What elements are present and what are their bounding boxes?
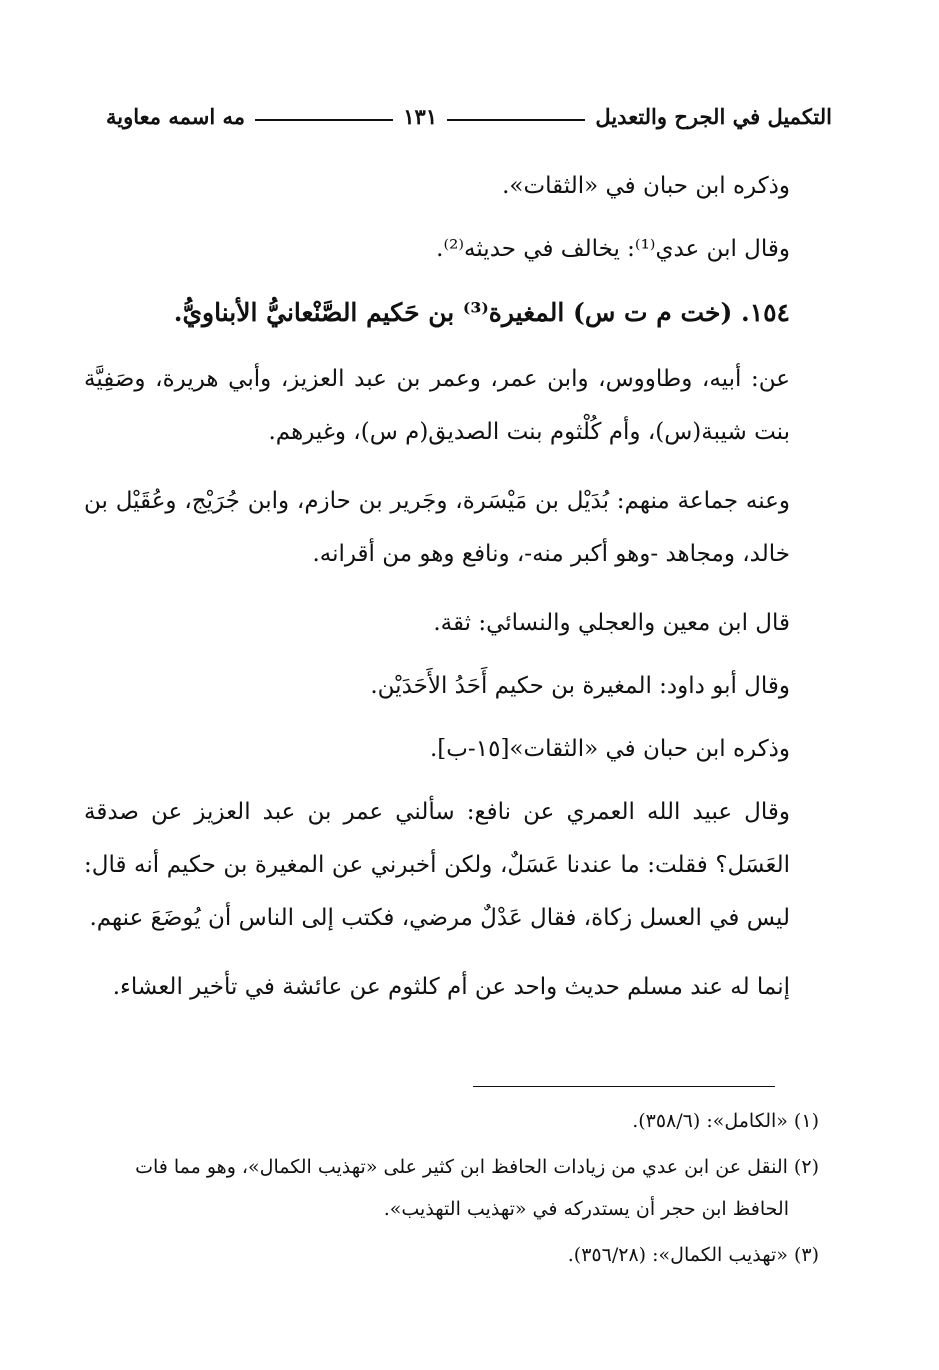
- paragraph: إنما له عند مسلم حديث واحد عن أم كلثوم عن عائشة في تأخير العشاء.: [112, 974, 790, 1000]
- footnote: (١) «الكامل»: (٣٥٨/٦).: [632, 1110, 819, 1132]
- footnote: (٢) النقل عن ابن عدي من زيادات الحافظ ابن كثير على «تهذيب الكمال»، وهو مما فات: [135, 1156, 819, 1178]
- main-text: [84, 160, 810, 1030]
- footnote: (٣) «تهذيب الكمال»: (٣٥٦/٢٨).: [567, 1244, 819, 1266]
- paragraph: وقال ابن عدي⁽¹⁾: يخالف في حديثه⁽²⁾.: [436, 236, 790, 262]
- header-book-title: التكميل في الجرح والتعديل: [595, 103, 832, 129]
- header-rule-left: [255, 119, 393, 121]
- paragraph: وذكره ابن حبان في «الثقات»[١٥-ب].: [430, 736, 790, 762]
- footnote-continuation: الحافظ ابن حجر أن يستدركه في «تهذيب التهذيب».: [383, 1198, 789, 1220]
- footnotes: [84, 1102, 819, 1282]
- entry-heading: ١٥٤. (خت م ت س) المغيرة⁽³⁾ بن حَكيم الصَّنْعانيُّ الأبناويُّ.: [173, 298, 790, 327]
- paragraph: وعنه جماعة منهم: بُدَيْل بن مَيْسَرة، وجَرير بن حازم، وابن جُرَيْج، وعُقَيْل بن خالد، ومجاهد -وهو أكبر منه-، ونافع وهو من أقرانه.: [84, 488, 790, 567]
- header-rule-right: [447, 119, 585, 121]
- footnote-separator: [473, 1086, 775, 1087]
- paragraph: عن: أبيه، وطاووس، وابن عمر، وعمر بن عبد العزيز، وأبي هريرة، وصَفِيَّة بنت شيبة(س)، وأم كُلْثوم بنت الصديق(م س)، وغيرهم.: [84, 366, 790, 445]
- paragraph: وذكره ابن حبان في «الثقات».: [502, 173, 790, 199]
- paragraph: وقال عبيد الله العمري عن نافع: سألني عمر بن عبد العزيز عن صدقة العَسَل؟ فقلت: ما عندنا عَسَلٌ، ولكن أخبرني عن المغيرة بن حكيم أنه قال: ليس في العسل زكاة، فقال عَدْلٌ مرضي، فكتب إلى الناس أن يُوضَعَ عنهم.: [84, 799, 790, 931]
- header-section-title: مه اسمه معاوية: [106, 103, 245, 129]
- running-header: [106, 96, 832, 136]
- paragraph: قال ابن معين والعجلي والنسائي: ثقة.: [433, 610, 790, 636]
- page-number: ١٣١: [403, 103, 438, 129]
- paragraph: وقال أبو داود: المغيرة بن حكيم أَحَدُ الأَحَدَيْن.: [370, 673, 790, 699]
